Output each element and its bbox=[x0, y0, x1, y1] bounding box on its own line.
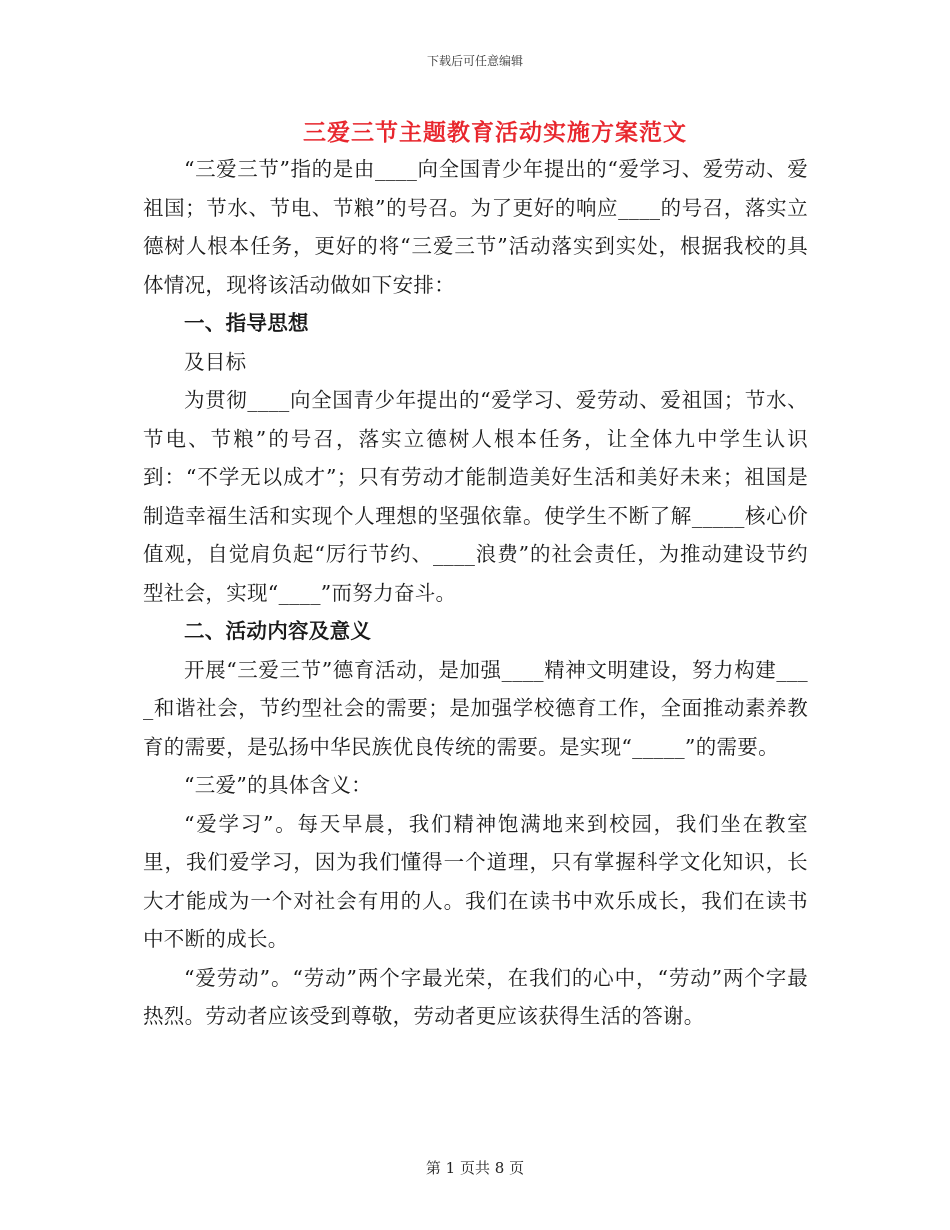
paragraph-goals: 为贯彻____向全国青少年提出的“爱学习、爱劳动、爱祖国；节水、节电、节粮”的号召，落实立德树人根本任务，让全体九中学生认识到：“不学无以成才”；只有劳动才能制造美好生活和美好未来；祖国是制造幸福生活和实现个人理想的坚强依靠。使学生不断了解_____核心价值观，自觉肩负起“厉行节约、____浪费”的社会责任，为推动建设节约型社会，实现“____”而努力奋斗。 bbox=[143, 388, 808, 605]
heading-activity-content: 二、活动内容及意义 bbox=[184, 619, 372, 643]
paragraph-goals-label: 及目标 bbox=[184, 349, 247, 374]
header-note: 下载后可任意编辑 bbox=[426, 54, 523, 68]
paragraph-love-labor: “爱劳动”。“劳动”两个字最光荣，在我们的心中，“劳动”两个字最热烈。劳动者应该受到尊敬，劳动者更应该获得生活的答谢。 bbox=[143, 965, 808, 1028]
paragraph-three-loves-meaning: “三爱”的具体含义： bbox=[184, 773, 372, 797]
page-footer: 第 1 页共 8 页 bbox=[425, 1159, 525, 1177]
document-title: 三爱三节主题教育活动实施方案范文 bbox=[303, 119, 687, 146]
paragraph-intro: “三爱三节”指的是由____向全国青少年提出的“爱学习、爱劳动、爱祖国；节水、节电、节粮”的号召。为了更好的响应____的号召，落实立德树人根本任务，更好的将“三爱三节”活动落实到实处，根据我校的具体情况，现将该活动做如下安排： bbox=[143, 157, 808, 297]
paragraph-love-learning: “爱学习”。每天早晨，我们精神饱满地来到校园，我们坐在教室里，我们爱学习，因为我们懂得一个道理，只有掌握科学文化知识，长大才能成为一个对社会有用的人。我们在读书中欢乐成长，我们在读书中不断的成长。 bbox=[143, 811, 808, 951]
document-body bbox=[143, 150, 808, 1036]
heading-guiding-ideology: 一、指导思想 bbox=[184, 311, 309, 335]
paragraph-significance: 开展“三爱三节”德育活动，是加强____精神文明建设，努力构建____和谐社会，节约型社会的需要；是加强学校德育工作，全面推动素养教育的需要，是弘扬中华民族优良传统的需要。是实现“_____”的需要。 bbox=[143, 657, 808, 759]
